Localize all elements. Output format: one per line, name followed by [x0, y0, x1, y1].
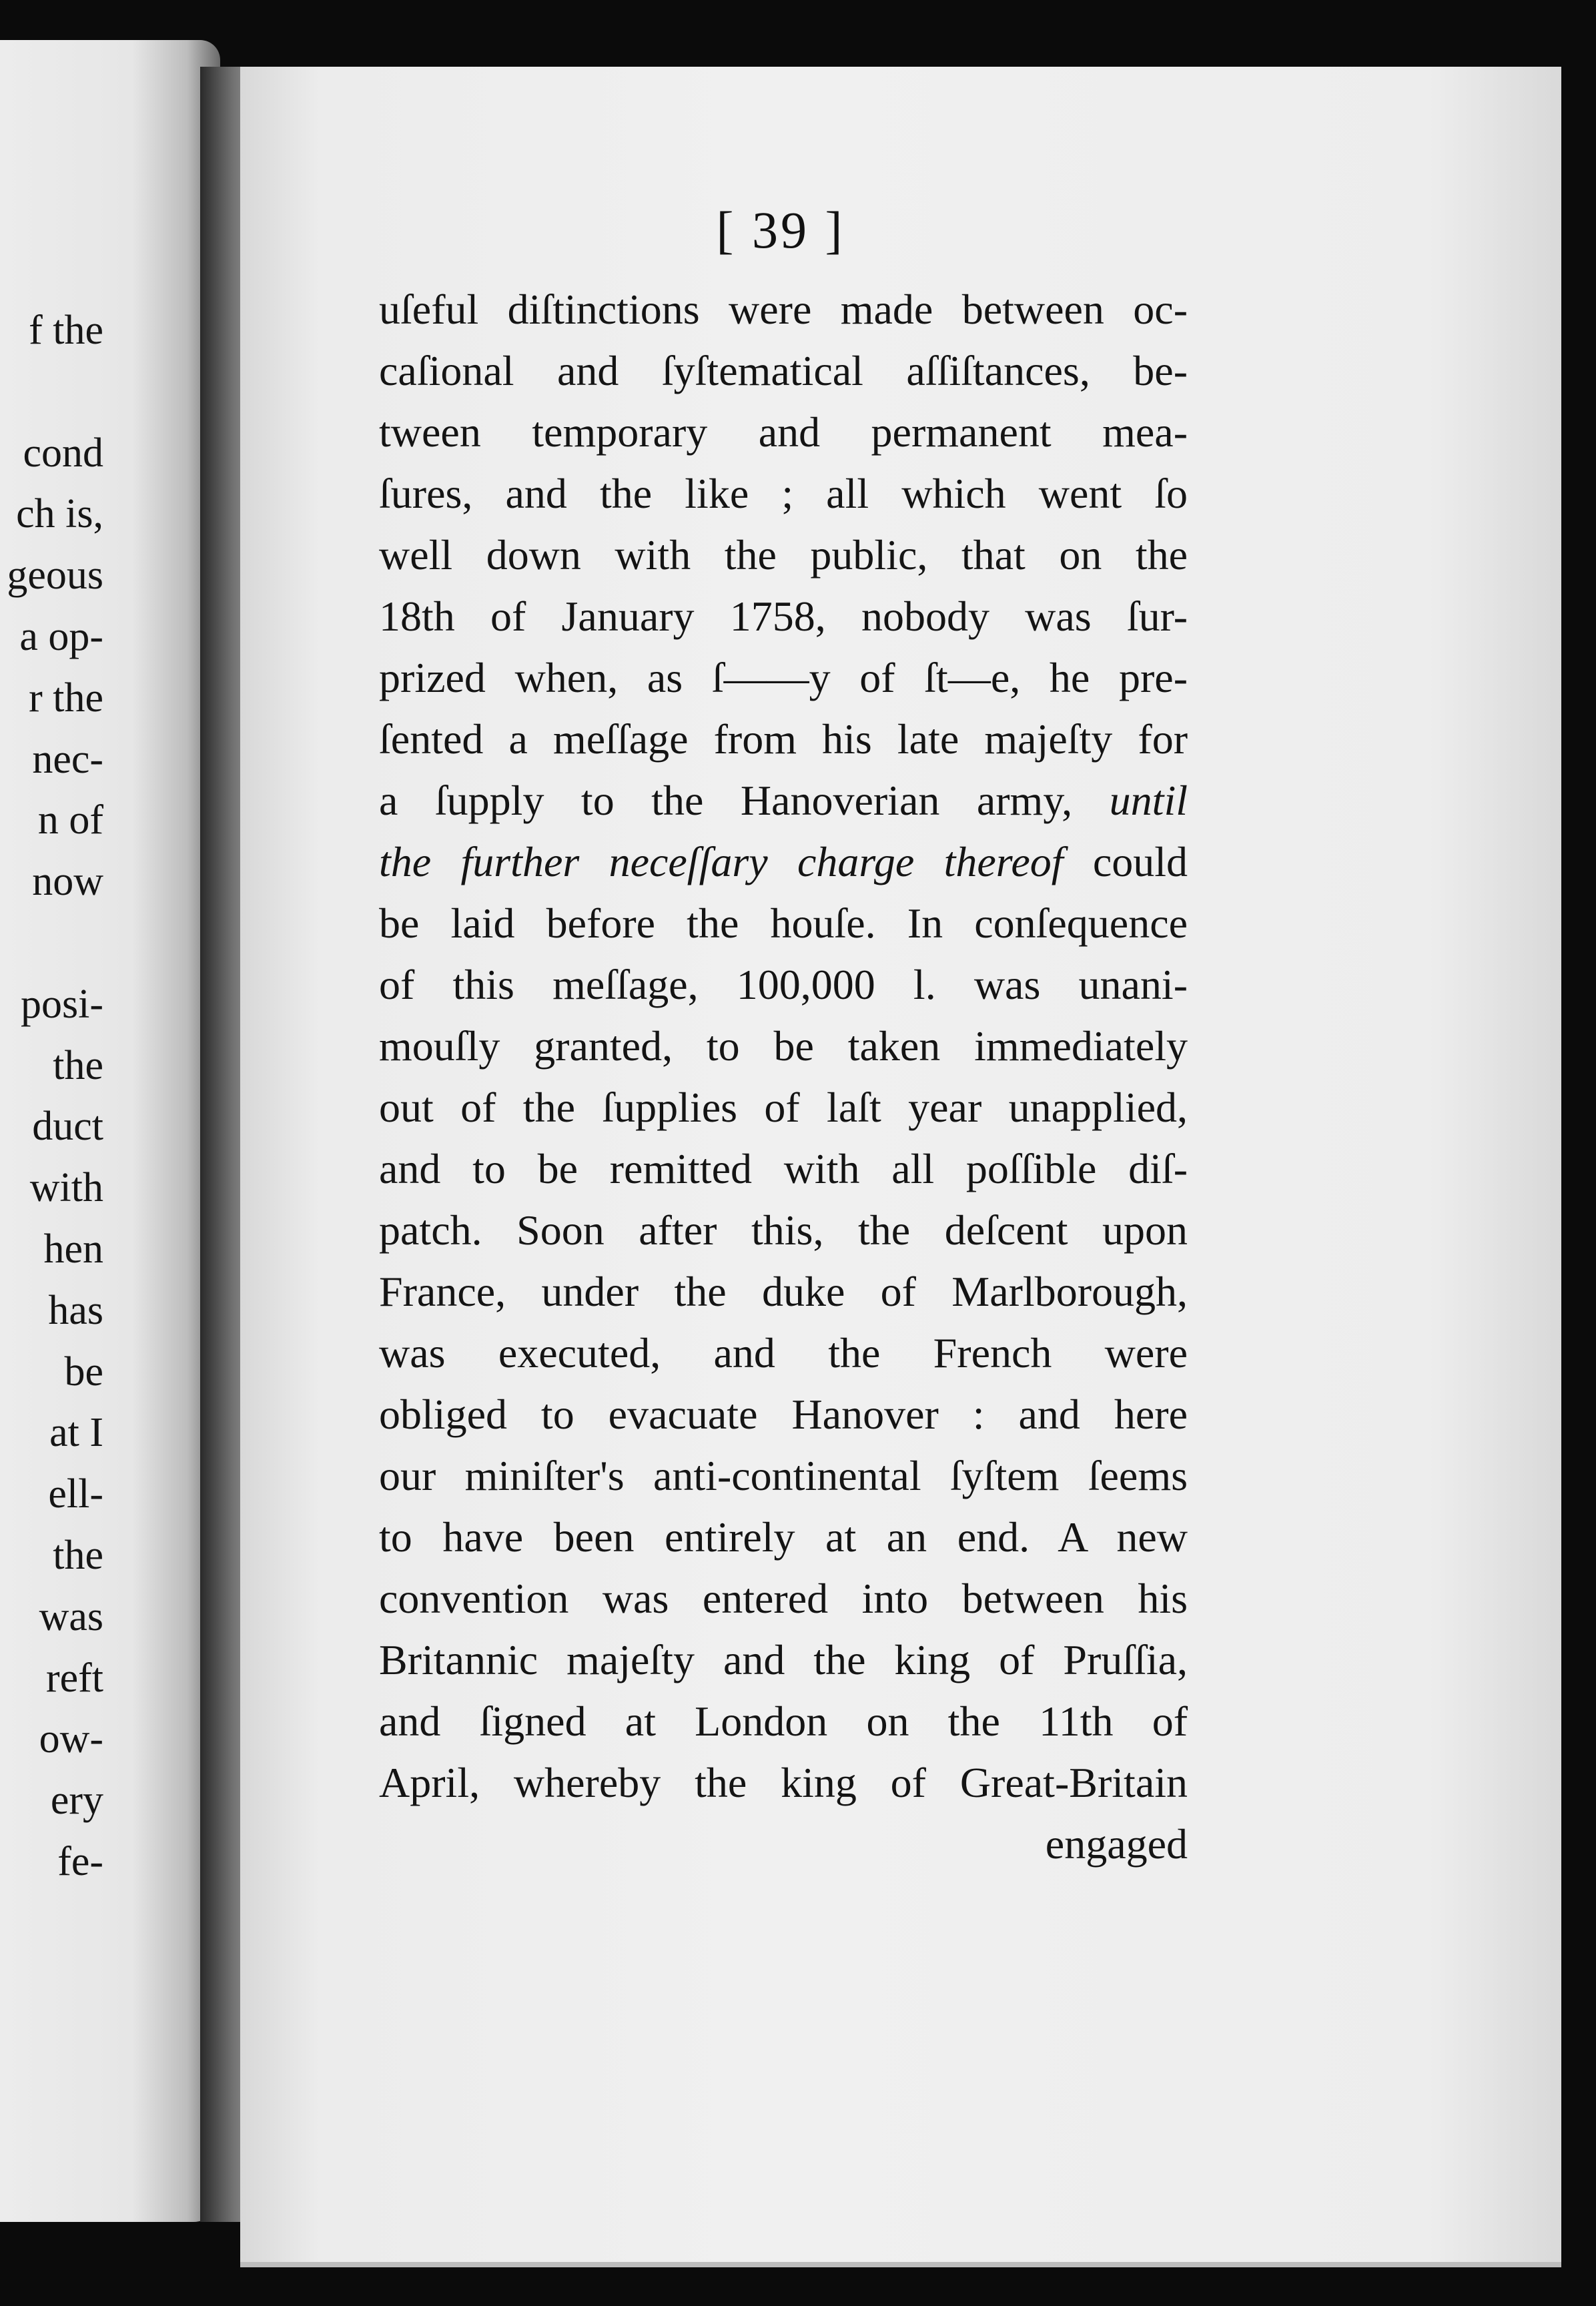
- left-page-line: ch is,: [16, 491, 103, 537]
- text-line: [379, 770, 1188, 831]
- page-number: [ 39 ]: [716, 201, 845, 259]
- text-segment: be laid before the houſe. In conſequence: [379, 899, 1188, 947]
- text-segment: well down with the public, that on the: [379, 531, 1188, 579]
- text-line: [379, 954, 1188, 1016]
- left-page-line: ow-: [39, 1716, 103, 1762]
- left-page-line: f the: [29, 308, 103, 353]
- left-page-line: with: [29, 1165, 103, 1211]
- left-page-line: duct: [32, 1104, 103, 1150]
- text-line: [379, 1507, 1188, 1568]
- left-page-line: the: [53, 1532, 103, 1578]
- text-line: [379, 1445, 1188, 1507]
- text-segment: ſures, and the like ; all which went ſo: [379, 470, 1188, 517]
- left-page-line: at I: [49, 1410, 103, 1456]
- left-page-line: now: [32, 859, 103, 905]
- text-segment: obliged to evacuate Hanover : and here: [379, 1391, 1188, 1438]
- text-line: [379, 279, 1188, 340]
- text-line: [379, 709, 1188, 770]
- text-segment: caſional and ſyſtematical aſſiſtances, be-: [379, 347, 1188, 394]
- text-line: [379, 1752, 1188, 1814]
- left-page: [0, 40, 220, 2222]
- text-segment: mouſly granted, to be taken immediately: [379, 1022, 1188, 1070]
- left-page-line: reft: [45, 1655, 103, 1701]
- text-line: [379, 893, 1188, 954]
- left-page-line: ell-: [48, 1471, 103, 1517]
- text-segment: ſented a meſſage from his late majeſty for: [379, 715, 1188, 763]
- text-line: [379, 1016, 1188, 1077]
- text-segment: could: [1063, 838, 1188, 885]
- italic-text: until: [1109, 777, 1188, 824]
- text-segment: a ſupply to the Hanoverian army,: [379, 777, 1110, 824]
- text-line: [379, 586, 1188, 647]
- text-line: [379, 524, 1188, 586]
- text-line: [379, 463, 1188, 524]
- text-segment: and to be remitted with all poſſible diſ-: [379, 1145, 1188, 1192]
- italic-text: the further neceſſary charge thereof: [379, 838, 1064, 885]
- left-page-line: posi-: [21, 981, 103, 1027]
- left-page-line: fe-: [57, 1838, 103, 1884]
- text-line: [379, 1629, 1188, 1691]
- left-page-line: n of: [37, 797, 103, 843]
- text-line: [379, 1138, 1188, 1200]
- text-line: [379, 1691, 1188, 1752]
- left-page-line: was: [39, 1593, 103, 1639]
- text-segment: to have been entirely at an end. A new: [379, 1513, 1188, 1561]
- text-line: [379, 340, 1188, 402]
- text-segment: prized when, as ſ——y of ſt—e, he pre-: [379, 654, 1188, 701]
- text-line: [379, 831, 1188, 893]
- left-page-line: nec-: [32, 736, 103, 782]
- text-segment: April, whereby the king of Great-Britain: [379, 1759, 1188, 1806]
- text-line: [379, 1261, 1188, 1322]
- text-segment: and ſigned at London on the 11th of: [379, 1697, 1188, 1745]
- left-page-line: a op-: [19, 613, 103, 659]
- text-segment: uſeful diſtinctions were made between oc-: [379, 286, 1188, 333]
- text-segment: France, under the duke of Marlborough,: [379, 1268, 1188, 1315]
- text-segment: out of the ſupplies of laſt year unapplied,: [379, 1084, 1188, 1131]
- left-page-line: hen: [43, 1226, 103, 1272]
- text-line: [379, 1384, 1188, 1445]
- left-page-line: r the: [29, 675, 103, 721]
- left-page-line: be: [64, 1349, 103, 1395]
- text-segment: convention was entered into between his: [379, 1575, 1188, 1622]
- left-page-line: geous: [7, 552, 103, 599]
- left-page-fragments: [0, 300, 103, 1893]
- left-page-line: [0, 362, 103, 423]
- left-page-line: has: [48, 1287, 103, 1333]
- text-line: [379, 1568, 1188, 1629]
- body-text: [379, 279, 1188, 1875]
- text-segment: of this meſſage, 100,000 l. was unani-: [379, 961, 1188, 1008]
- text-line: [379, 647, 1188, 709]
- text-segment: Britannic majeſty and the king of Pruſſia,: [379, 1636, 1188, 1683]
- text-line: [379, 1200, 1188, 1261]
- text-segment: our miniſter's anti-continental ſyſtem ſeems: [379, 1452, 1188, 1499]
- catchword: engaged: [1045, 1820, 1188, 1868]
- left-page-line: cond: [23, 430, 103, 476]
- text-segment: was executed, and the French were: [379, 1329, 1188, 1377]
- text-line: [379, 1077, 1188, 1138]
- text-line: [379, 402, 1188, 463]
- left-page-line: the: [53, 1042, 103, 1088]
- text-segment: 18th of January 1758, nobody was ſur-: [379, 593, 1188, 640]
- left-page-line: [0, 913, 103, 974]
- text-line: [379, 1322, 1188, 1384]
- text-segment: patch. Soon after this, the deſcent upon: [379, 1206, 1188, 1254]
- left-page-line: ery: [50, 1778, 103, 1824]
- text-segment: tween temporary and permanent mea-: [379, 408, 1188, 456]
